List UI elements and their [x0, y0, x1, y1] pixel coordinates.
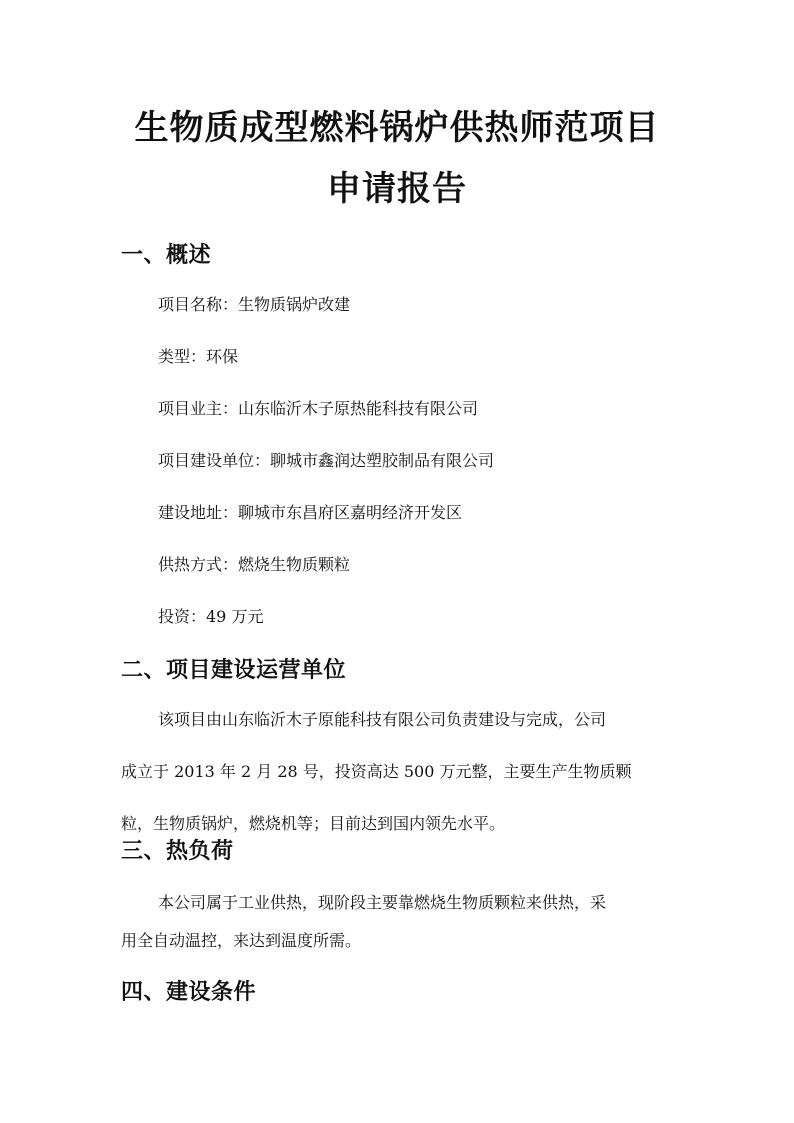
paragraph-line: 粒，生物质锅炉，燃烧机等；目前达到国内领先水平。	[121, 814, 506, 833]
field-heating-method: 供热方式：燃烧生物质颗粒	[158, 555, 351, 574]
section-heading-operator: 二、项目建设运营单位	[121, 658, 347, 683]
field-investment: 投资：49 万元	[158, 607, 264, 626]
paragraph-line: 该项目由山东临沂木子原能科技有限公司负责建设与完成，公司	[158, 710, 607, 729]
field-construction-unit: 项目建设单位：聊城市鑫润达塑胶制品有限公司	[158, 451, 495, 470]
field-construction-address: 建设地址：聊城市东昌府区嘉明经济开发区	[158, 503, 463, 522]
section-heading-overview: 一、概述	[121, 243, 212, 268]
section-heading-construction-conditions: 四、建设条件	[121, 980, 257, 1005]
field-project-name: 项目名称：生物质锅炉改建	[158, 295, 351, 314]
document-title-line-1: 生物质成型燃料锅炉供热师范项目	[134, 108, 660, 148]
paragraph-line: 用全自动温控，来达到温度所需。	[121, 931, 362, 950]
field-project-owner: 项目业主：山东临沂木子原热能科技有限公司	[158, 399, 479, 418]
paragraph-line: 本公司属于工业供热，现阶段主要靠燃烧生物质颗粒来供热，采	[158, 893, 607, 912]
section-heading-heat-load: 三、热负荷	[121, 839, 234, 864]
document-title-line-2: 申请报告	[327, 169, 467, 209]
field-type: 类型：环保	[158, 347, 239, 366]
paragraph-line: 成立于 2013 年 2 月 28 号，投资高达 500 万元整，主要生产生物质颗	[121, 762, 632, 781]
